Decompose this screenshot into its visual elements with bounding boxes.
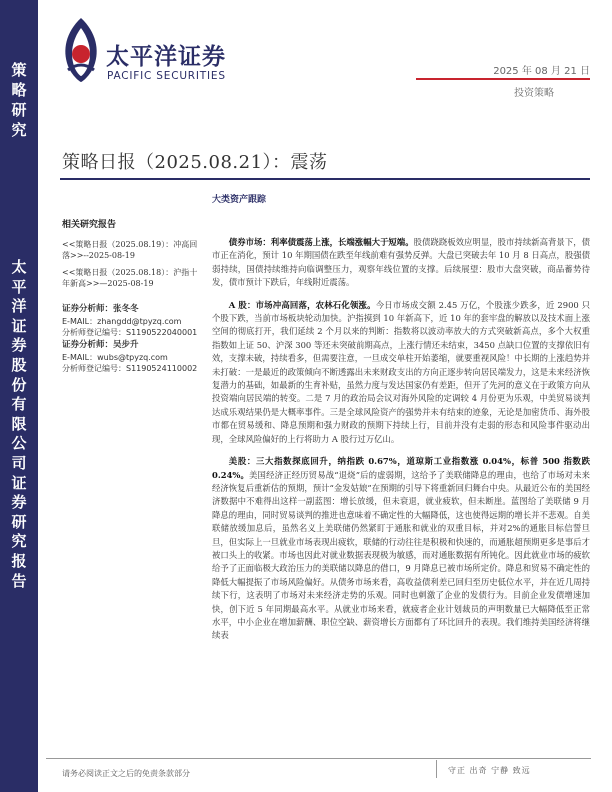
paragraph-lead: 美股：三大指数探底回升，纳指跌 0.67%，道琼斯工业指数涨 0.04%，标普 500 指数跌 0.24%。 bbox=[212, 456, 590, 480]
brand-name-en: PACIFIC SECURITIES bbox=[107, 70, 226, 82]
analyst-card bbox=[62, 304, 207, 339]
company-motto: 守正 出奇 宁静 致远 bbox=[448, 766, 531, 775]
paragraph-body: 今日市场成交额 2.45 万亿，个股涨少跌多，近 2900 只个股下跌，当前市场板块轮动加快。沪指摸到 10 年新高下，近 10 年的套牢盘的解放以及技术面上涨空间的彻底打开，我们延续 2 个月以来的判断：指数将以波动率放大的方式突破新高点，多个大权重指数如上证 50、沪深 300 等还未突破前期高点，上涨行情还未结束，3450 点缺口位置的支撑依旧有效，支撑未破，持续看多，但需要注意，一旦成交单柱开始萎缩，就要重视风险！中长期的上涨趋势并未打破：一是最近的政策倾向不断透露出未来财政支出的方向正逐步转向居民端发力，这是未来经济恢复潜力的基础，如最新的生育补贴，虽然力度与发达国家仍有差距，但开了先河的意义在于政策方向从投资端向居民端的转变。二是 7 月的政治局会议对海外风险的定调较 4 月份更为乐观，中美贸易谈判达成乐观结果仍是大概率事件。三是全球风险资产的强势并未有结束的迹象，无论是加密货币、海外股市都在贸易缓和、降息预期和强力财政的预期下持续上行，目前并没有走弱的形态和风险事件驱动出现，全球风险偏好的上行将助力 A 股行过万亿山。 bbox=[212, 299, 590, 444]
company-logo-icon bbox=[58, 14, 104, 86]
a-share-paragraph bbox=[212, 299, 590, 446]
paragraph-lead: 债券市场：利率债震荡上涨，长端涨幅大于短端。 bbox=[228, 237, 414, 247]
related-reports-panel bbox=[62, 220, 202, 295]
title-divider bbox=[60, 178, 590, 180]
paragraph-lead: A 股：市场冲高回落，农林石化领涨。 bbox=[228, 299, 376, 310]
report-date: 2025 年 08 月 21 日 bbox=[493, 66, 590, 77]
disclaimer-text: 请务必阅读正文之后的免责条款部分 bbox=[62, 769, 190, 778]
footer-divider bbox=[46, 758, 591, 759]
analyst-name: 证券分析师：张冬冬 bbox=[62, 304, 139, 314]
related-report-link[interactable]: <<策略日报（2025.08.18）：沪指十年新高>>—2025-08-19 bbox=[62, 268, 198, 288]
us-stock-paragraph bbox=[212, 455, 590, 643]
related-report-link[interactable]: <<策略日报（2025.08.19）：冲高回落>>--2025-08-19 bbox=[62, 240, 198, 260]
related-reports-heading: 相关研究报告 bbox=[62, 220, 117, 230]
report-body bbox=[212, 236, 590, 652]
analyst-email[interactable]: E-MAIL：wubs@tpyzq.com bbox=[62, 352, 168, 362]
page-title: 策略日报（2025.08.21）：震荡 bbox=[62, 152, 328, 173]
analyst-card bbox=[62, 340, 207, 375]
report-category: 投资策略 bbox=[514, 88, 554, 99]
paragraph-body: 股债跷跷板效应明显，股市持续新高背景下，债市正在消化，预计 10 年期国债在跌至年线前难有强势反弹。大盘已突破去年 10 月 8 日高点，股强债弱持续，国债持续维持向临调整压力，观察年线位置的支撑。后续展望：股市大盘突破，商品蓄势待发，债市预计下跌后，年线附近震荡。 bbox=[212, 237, 591, 288]
brand-name-cn: 太平洋证券 bbox=[106, 44, 226, 70]
analyst-name: 证券分析师：吴步升 bbox=[62, 340, 139, 350]
analyst-registration: 分析师登记编号：S1190522040001 bbox=[62, 328, 198, 337]
header-divider bbox=[416, 78, 590, 80]
sidebar-company-label: 太平洋证券股份有限公司证券研究报告 bbox=[11, 258, 27, 590]
paragraph-body: 美国经济正经历贸易战“退烧”后的虚弱期，这给予了美联储降息的理由，也给了市场对未来经济恢复后重新估的预期，预计“金发姑娘”在预期的引导下将重新回归舞台中央。从最近公布的美国经济数据中不难得出这样一副蓝图：增长放缓，但未衰退，就业疲软，但未断崖。蓝图给了美联储 9 月降息的理由，同时贸易谈判的推进也意味着不确定性的大幅降低，这也使得远期的增长并不悲观。自美联储放缓加息后，虽然名义上美联储仍然紧盯于通胀和就业的双重目标，并对2%的通胀目标信誓旦旦，但实际上一旦就业市场表现出疲软，联储的行动往往是积极和快速的，而通胀超预期更多是事后才被口头上的收紧。市场也因此对就业数据表现极为敏感，而对通胀数据有所钝化。因此就业市场的疲软给予了正面临极大政治压力的美联储以降息的借口，9 月降息已被市场所定价。降息和贸易不确定性的降低大幅提振了市场风险偏好。从债务市场来看，高收益债利差已回归至历史低位水平，并在近几周持续下行，这表明了市场对未来经济走势的乐观。同时也刺激了企业的发债行为。目前企业发债增速加快，创下近 5 年同期最高水平。从就业市场来看，就疲者企业计划裁员的声明数量已大幅降低至正常水平，中小企业在增加薪酬、职位空缺、薪资增长方面都有了环比回升的表现。我们维持美国经济将继续表 bbox=[212, 469, 591, 641]
analyst-email[interactable]: E-MAIL：zhangdd@tpyzq.com bbox=[62, 316, 182, 326]
analyst-registration: 分析师登记编号：S1190524110002 bbox=[62, 364, 198, 373]
bond-market-paragraph bbox=[212, 236, 590, 290]
sidebar-category-label: 策略研究 bbox=[11, 61, 27, 139]
section-heading: 大类资产跟踪 bbox=[212, 195, 267, 205]
